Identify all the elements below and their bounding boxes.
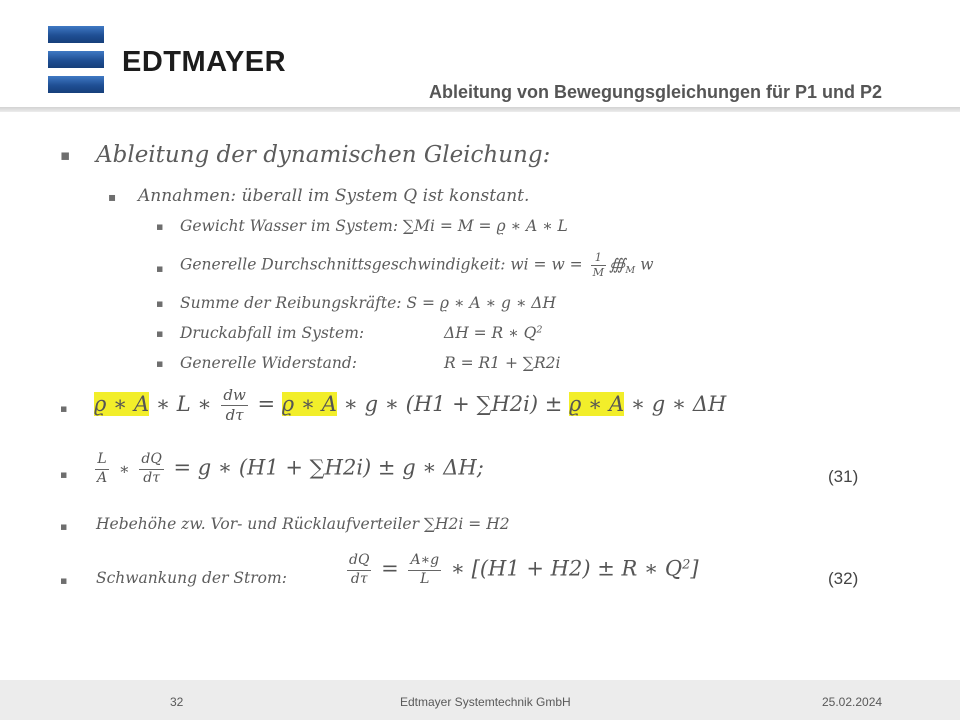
bullet-marker: ▪: [60, 520, 68, 533]
pressure-drop-formula: [444, 324, 542, 342]
fraction-numerator: 𝐴∗𝑔: [408, 552, 441, 571]
equation-momentum: [94, 386, 726, 425]
equation-fraction: [408, 552, 441, 588]
fraction-denominator: 𝑀: [592, 265, 605, 279]
equation-term: =: [381, 556, 399, 581]
resistance-label: Generelle Widerstand:: [180, 354, 357, 372]
volume-integral: ∰: [609, 255, 626, 274]
equation-fraction: [221, 386, 247, 425]
title-divider: [0, 107, 960, 112]
bullet-marker: ▪: [60, 146, 71, 164]
logo-bar: [48, 76, 104, 93]
fraction-numerator: 𝑑𝑄: [139, 451, 163, 470]
velocity-label: Generelle Durchschnittsgeschwindigkeit:: [180, 255, 506, 274]
bullet-marker: ▪: [60, 468, 68, 481]
company-logo: [48, 26, 288, 96]
highlighted-term: ϱ ∗ 𝐴: [281, 391, 337, 416]
bullet-marker: ▪: [156, 327, 164, 340]
highlighted-term: ϱ ∗ 𝐴: [569, 391, 625, 416]
equation-term: = 𝑔 ∗ (𝐻1 + ∑𝐻2𝑖) ± 𝑔 ∗ Δ𝐻;: [173, 455, 484, 480]
fraction-denominator: 𝐿: [420, 570, 430, 587]
weight-formula: ∑𝑀𝑖 = 𝑀 = ϱ ∗ 𝐴 ∗ 𝐿: [403, 217, 568, 235]
equation-term: =: [257, 391, 276, 416]
main-heading: Ableitung der dynamischen Gleichung:: [96, 142, 551, 168]
lift-label: Hebehöhe zw. Vor- und Rücklaufverteiler: [96, 515, 420, 533]
bullet-marker: ▪: [60, 402, 68, 415]
friction-formula: 𝑆 = ϱ ∗ 𝐴 ∗ 𝑔 ∗ Δ𝐻: [406, 294, 557, 312]
velocity-rhs: 𝑤: [640, 255, 654, 274]
pressure-drop-label: Druckabfall im System:: [180, 324, 365, 342]
assumption-text: Annahmen: überall im System Q ist konstant.: [138, 186, 530, 206]
equation-term: ∗: [118, 459, 130, 479]
footer-date: 25.02.2024: [822, 695, 883, 709]
lift-formula: ∑𝐻2𝑖 = 𝐻2: [423, 515, 510, 533]
lift-line: [96, 515, 510, 533]
equation-term: ]: [690, 556, 699, 581]
equation-term: ∗ [(𝐻1 + 𝐻2) ± 𝑅 ∗ 𝑄: [450, 556, 683, 581]
equation-number: (32): [828, 569, 859, 588]
equation-term: ∗ 𝐿 ∗: [155, 391, 212, 416]
resistance-formula: 𝑅 = 𝑅1 + ∑𝑅2𝑖: [444, 354, 561, 372]
footer-bar: [0, 680, 960, 720]
equation-31: [92, 451, 484, 487]
velocity-fraction: [591, 251, 606, 280]
equation-number: (31): [828, 467, 859, 486]
bullet-marker: ▪: [108, 190, 117, 204]
equation-term: ∗ 𝑔 ∗ Δ𝐻: [630, 391, 727, 416]
bullet-marker: ▪: [156, 220, 164, 233]
equation-fraction: [95, 451, 109, 487]
pressure-drop-exponent: 2: [536, 324, 543, 336]
flow-variation-label: Schwankung der Strom:: [96, 569, 287, 587]
fraction-denominator: 𝑑𝜏: [143, 469, 160, 486]
friction-line: [180, 294, 556, 312]
fraction-numerator: 𝑑𝑄: [347, 552, 371, 571]
pressure-drop-expression: Δ𝐻 = 𝑅 ∗ 𝑄: [444, 324, 537, 342]
integral-subscript: 𝑀: [625, 264, 636, 276]
equation-32: [344, 552, 699, 588]
logo-wordmark: EDTMAYER: [122, 46, 287, 78]
equation-fraction: [139, 451, 163, 487]
fraction-numerator: 1: [591, 251, 606, 266]
fraction-denominator: 𝑑𝜏: [350, 570, 368, 587]
logo-bar: [48, 26, 104, 43]
bullet-marker: ▪: [156, 297, 164, 310]
equation-exponent: 2: [682, 557, 691, 573]
weight-line: [180, 217, 568, 235]
bullet-marker: ▪: [156, 262, 164, 275]
footer-company: Edtmayer Systemtechnik GmbH: [400, 695, 571, 709]
velocity-lhs: 𝑤𝑖 = 𝑤 =: [510, 255, 583, 274]
fraction-denominator: 𝐴: [97, 469, 108, 486]
equation-term: ∗ 𝑔 ∗ (𝐻1 + ∑𝐻2𝑖) ±: [343, 391, 563, 416]
friction-label: Summe der Reibungskräfte:: [180, 294, 402, 312]
bullet-marker: ▪: [156, 357, 164, 370]
logo-bar: [48, 51, 104, 68]
equation-fraction: [347, 552, 371, 588]
velocity-line: [180, 251, 653, 280]
slide-title: Ableitung von Bewegungsgleichungen für P1 und P2: [428, 82, 882, 102]
bullet-marker: ▪: [60, 574, 68, 587]
fraction-numerator: 𝐿: [95, 451, 109, 470]
fraction-denominator: 𝑑𝜏: [225, 405, 244, 424]
fraction-numerator: 𝑑𝑤: [223, 386, 246, 404]
weight-label: Gewicht Wasser im System:: [180, 217, 399, 235]
page-number: 32: [170, 695, 184, 709]
highlighted-term: ϱ ∗ 𝐴: [94, 391, 150, 416]
logo-emblem: [48, 26, 104, 94]
